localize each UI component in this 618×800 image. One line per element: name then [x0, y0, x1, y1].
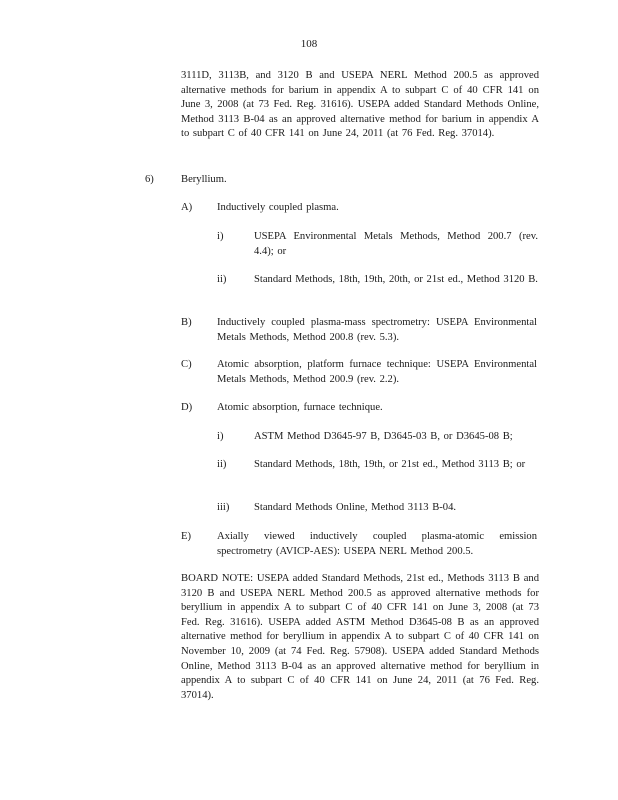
page-number: 108: [300, 38, 318, 50]
item-a-text: Inductively coupled plasma.: [217, 202, 339, 213]
item-c-marker: C): [181, 359, 192, 370]
item-d-text: Atomic absorption, furnace technique.: [217, 402, 383, 413]
item-b-text: Inductively coupled plasma-mass spectrometry: USEPA Environmental Metals Methods, Method 200.8 (rev. 5.3).: [217, 317, 537, 343]
item-d-ii-marker: ii): [217, 459, 227, 470]
item-6-marker: 6): [145, 174, 154, 185]
item-e-text: Axially viewed inductively coupled plasma-atomic emission spectrometry (AVICP-AES): USEPA NERL Method 200.5.: [217, 531, 537, 557]
item-a-i-marker: i): [217, 231, 224, 242]
item-6-heading: Beryllium.: [181, 174, 227, 185]
item-a-i-text: USEPA Environmental Metals Methods, Method 200.7 (rev. 4.4); or: [254, 231, 538, 257]
item-d-marker: D): [181, 402, 193, 413]
intro-paragraph: 3111D, 3113B, and 3120 B and USEPA NERL Method 200.5 as approved alternative methods for barium in appendix A to subpart C of 40 CFR 141 on June 3, 2008 (at 73 Fed. Reg. 31616). USEPA added Standard Methods Online, Method 3113 B-04 as an approved alternative method for barium in appendix A to subpart C of 40 CFR 141 on June 24, 2011 (at 76 Fed. Reg. 37014).: [181, 70, 539, 140]
item-a-ii-text: Standard Methods, 18th, 19th, 20th, or 21st ed., Method 3120 B.: [254, 274, 538, 285]
item-d-i-text: ASTM Method D3645-97 B, D3645-03 B, or D3645-08 B;: [254, 431, 513, 442]
board-note-paragraph: BOARD NOTE: USEPA added Standard Methods, 21st ed., Methods 3113 B and 3120 B and USEPA NERL Method 200.5 as approved alternative methods for beryllium in appendix A to subpart C of 40 CFR 141 on June 3, 2008 (at 73 Fed. Reg. 31616). USEPA added ASTM Method D3645-08 B as an approved alternative method for beryllium in appendix A to subpart C of 40 CFR 141 on November 10, 2009 (at 74 Fed. Reg. 57908). USEPA added Standard Methods Online, Method 3113 B-04 as an approved alternative method for beryllium in appendix A to subpart C of 40 CFR 141 on June 24, 2011 (at 76 Fed. Reg. 37014).: [181, 573, 539, 701]
item-e-marker: E): [181, 531, 191, 542]
item-a-ii-marker: ii): [217, 274, 227, 285]
item-d-iii-marker: iii): [217, 502, 230, 513]
item-d-iii-text: Standard Methods Online, Method 3113 B-04.: [254, 502, 457, 513]
item-a-marker: A): [181, 202, 193, 213]
item-b-marker: B): [181, 317, 192, 328]
item-d-i-marker: i): [217, 431, 224, 442]
item-d-ii-text: Standard Methods, 18th, 19th, or 21st ed., Method 3113 B; or: [254, 459, 526, 470]
item-c-text: Atomic absorption, platform furnace technique: USEPA Environmental Metals Methods, Method 200.9 (rev. 2.2).: [217, 359, 537, 385]
